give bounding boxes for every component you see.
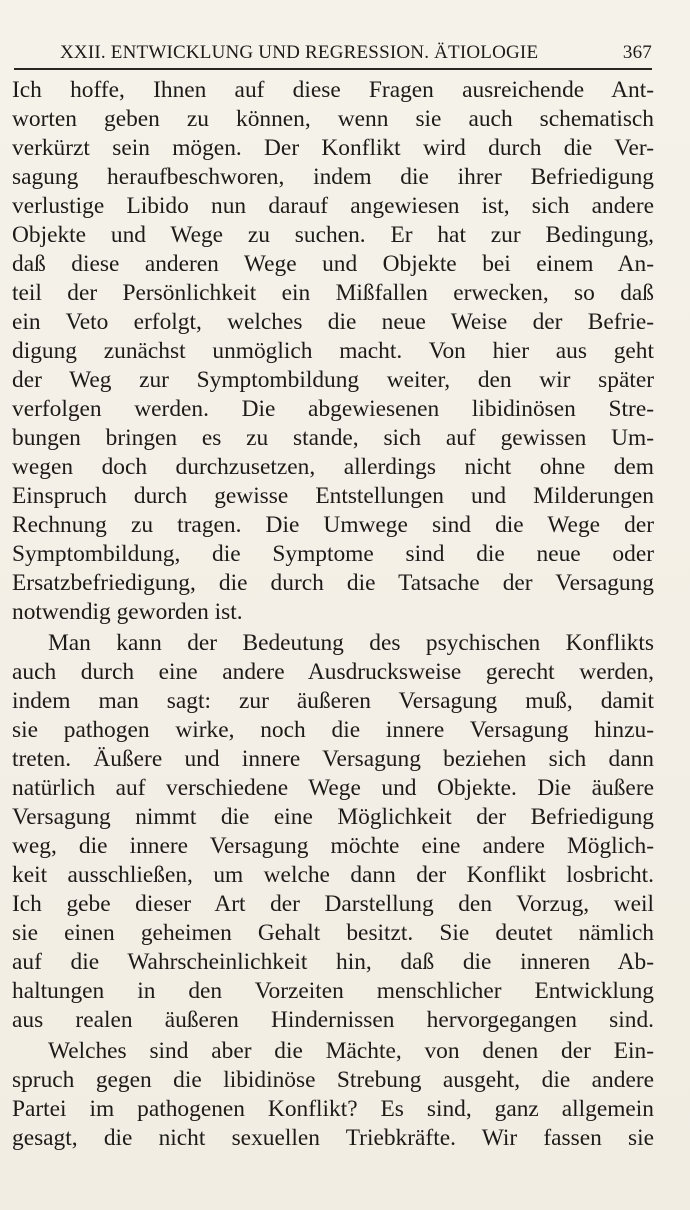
text-line: haltungen in den Vorzeiten menschlicher Entwicklung: [12, 978, 654, 1004]
text-line: verfolgen werden. Die abgewiesenen libidinösen Stre-: [12, 396, 654, 422]
text-line: auch durch eine andere Ausdrucksweise gerecht werden,: [12, 659, 654, 685]
text-line: digung zunächst unmöglich macht. Von hier aus geht: [12, 338, 654, 364]
text-line: daß diese anderen Wege und Objekte bei einem An-: [12, 251, 654, 277]
text-line: teil der Persönlichkeit ein Mißfallen erwecken, so daß: [12, 280, 654, 306]
text-line: Welches sind aber die Mächte, von denen der Ein-: [48, 1038, 654, 1064]
text-line: spruch gegen die libidinöse Strebung ausgeht, die andere: [12, 1067, 654, 1093]
text-line: der Weg zur Symptombildung weiter, den wir später: [12, 367, 654, 393]
text-line: Ich gebe dieser Art der Darstellung den Vorzug, weil: [12, 891, 654, 917]
text-line: auf die Wahrscheinlichkeit hin, daß die inneren Ab-: [12, 949, 654, 975]
text-line: sie pathogen wirke, noch die innere Versagung hinzu-: [12, 717, 654, 743]
text-line: treten. Äußere und innere Versagung beziehen sich dann: [12, 746, 654, 772]
running-header: [60, 40, 652, 68]
text-line: Ersatzbefriedigung, die durch die Tatsache der Versagung: [12, 570, 654, 596]
text-line: weg, die innere Versagung möchte eine andere Möglich-: [12, 833, 654, 859]
text-line: Man kann der Bedeutung des psychischen Konflikts: [48, 630, 654, 656]
text-line: Partei im pathogenen Konflikt? Es sind, ganz allgemein: [12, 1096, 654, 1122]
text-line: aus realen äußeren Hindernissen hervorgegangen sind.: [12, 1007, 654, 1033]
chapter-title: XXII. ENTWICKLUNG UND REGRESSION. ÄTIOLOGIE: [60, 42, 539, 63]
text-line: sagung heraufbeschworen, indem die ihrer Befriedigung: [12, 164, 654, 190]
text-line: verlustige Libido nun darauf angewiesen ist, sich andere: [12, 193, 654, 219]
page-number: 367: [622, 42, 652, 63]
text-line: keit ausschließen, um welche dann der Konflikt losbricht.: [12, 862, 654, 888]
text-line: notwendig geworden ist.: [12, 599, 243, 625]
text-line: indem man sagt: zur äußeren Versagung muß, damit: [12, 688, 654, 714]
text-line: bungen bringen es zu stande, sich auf gewissen Um-: [12, 425, 654, 451]
text-line: Objekte und Wege zu suchen. Er hat zur Bedingung,: [12, 222, 654, 248]
text-line: wegen doch durchzusetzen, allerdings nicht ohne dem: [12, 454, 654, 480]
text-line: gesagt, die nicht sexuellen Triebkräfte. Wir fassen sie: [12, 1125, 654, 1151]
text-line: Ich hoffe, Ihnen auf diese Fragen ausreichende Ant-: [12, 77, 654, 103]
text-line: Versagung nimmt die eine Möglichkeit der Befriedigung: [12, 804, 654, 830]
text-line: verkürzt sein mögen. Der Konflikt wird durch die Ver-: [12, 135, 654, 161]
text-line: Symptombildung, die Symptome sind die neue oder: [12, 541, 654, 567]
header-rule: [14, 68, 652, 70]
text-line: natürlich auf verschiedene Wege und Objekte. Die äußere: [12, 775, 654, 801]
text-line: ein Veto erfolgt, welches die neue Weise der Befrie-: [12, 309, 654, 335]
text-line: Rechnung zu tragen. Die Umwege sind die Wege der: [12, 512, 654, 538]
text-line: Einspruch durch gewisse Entstellungen und Milderungen: [12, 483, 654, 509]
text-line: sie einen geheimen Gehalt besitzt. Sie deutet nämlich: [12, 920, 654, 946]
text-line: worten geben zu können, wenn sie auch schematisch: [12, 106, 654, 132]
